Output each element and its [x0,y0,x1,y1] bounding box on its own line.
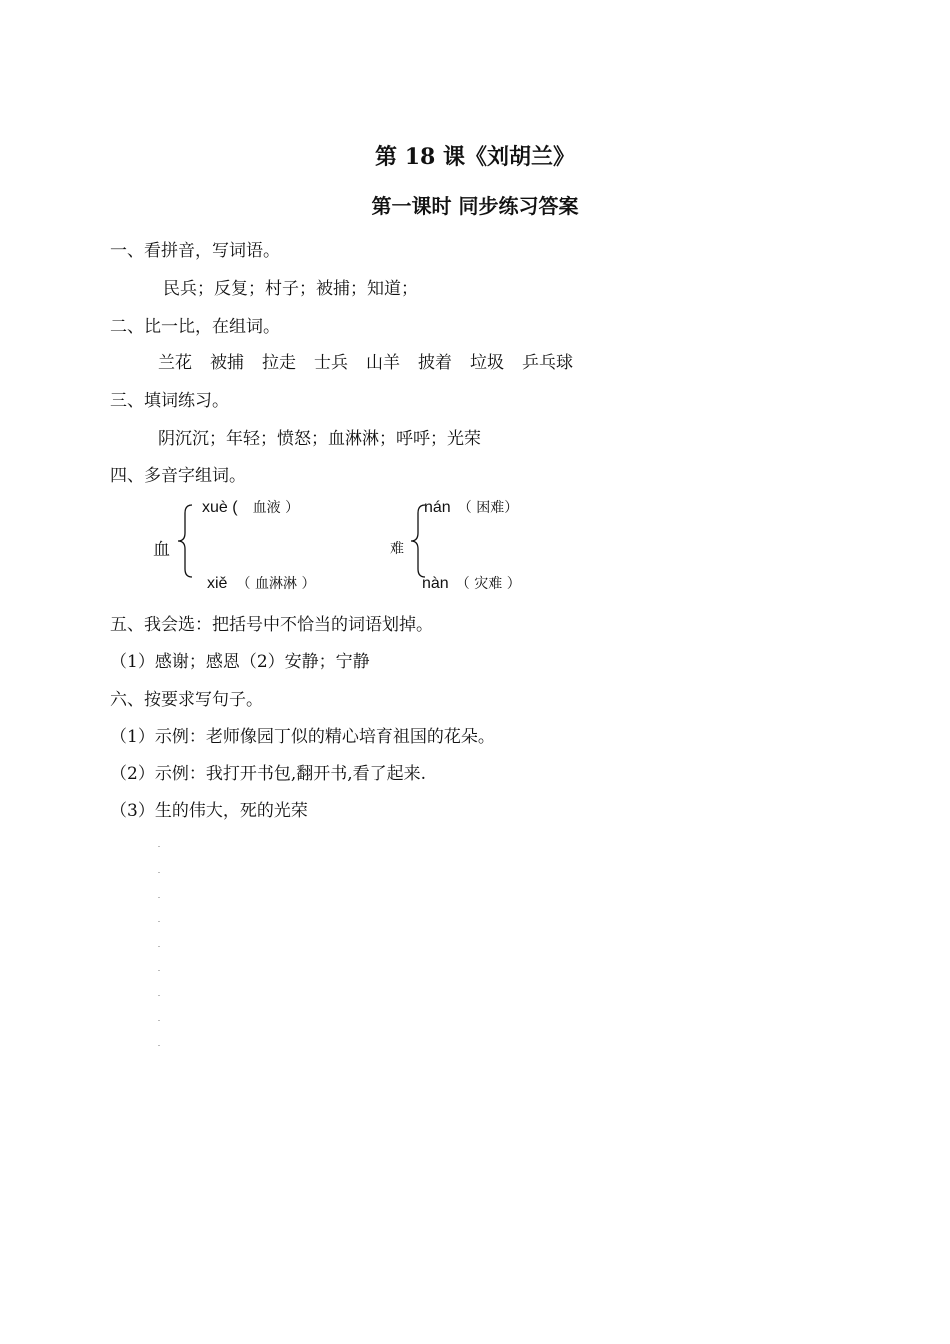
pinyin-row-xie [207,573,315,593]
pinyin-nan4: nàn [422,575,449,592]
pinyin-xie: xiě [207,575,228,592]
pinyin-row-nan [424,497,518,517]
word-kunnan: （ 困难） [457,500,519,516]
section-6-answer-1: （1）示例：老师像园丁似的精心培育祖国的花朵。 [110,727,495,747]
page-subtitle: 第一课时 同步练习答案 [371,194,579,218]
page-title: 第 18 课《刘胡兰》 [375,144,575,170]
artifact-dot [158,1045,160,1046]
section-5-answer: （1）感谢；感恩（2）安静；宁静 [110,652,370,672]
word-item: 垃圾 [470,353,504,373]
section-6-answer-2: （2）示例：我打开书包,翻开书,看了起来. [110,764,427,784]
word-item: 拉走 [262,353,296,373]
section-1-answer: 民兵；反复；村子；被捕；知道； [163,279,418,299]
section-1-heading: 一、看拼音，写词语。 [110,241,280,261]
section-2-words [158,348,591,373]
section-5-heading: 五、我会选：把括号中不恰当的词语划掉。 [110,615,433,635]
section-4-heading: 四、多音字组词。 [110,466,246,486]
artifact-dot [158,946,160,947]
artifact-dot [158,995,160,996]
word-item: 士兵 [314,353,348,373]
pinyin-nan: nán [424,499,451,516]
pinyin-row-nan4 [422,573,521,593]
word-item: 乒乓球 [522,353,573,373]
artifact-dot [158,872,160,873]
section-3-answer: 阴沉沉；年轻；愤怒；血淋淋；呼呼；光荣 [158,429,481,449]
word-item: 披着 [418,353,452,373]
section-2-heading: 二、比一比，在组词。 [110,317,280,337]
artifact-dot [158,970,160,971]
word-xueye: 血液 ） [252,500,300,516]
section-6-heading: 六、按要求写句子。 [110,690,263,710]
section-3-heading: 三、填词练习。 [110,391,229,411]
pinyin-row-xue [202,497,299,517]
word-item: 兰花 [158,353,192,373]
polyphone-char-xue: 血 [153,540,170,560]
artifact-dot [158,897,160,898]
brace-icon [174,503,196,579]
word-xielinlin: （ 血淋淋 ） [236,576,316,592]
artifact-dot [158,1020,160,1021]
artifact-dot [158,846,160,847]
word-item: 山羊 [366,353,400,373]
word-item: 被捕 [210,353,244,373]
artifact-dot [158,921,160,922]
polyphone-char-nan: 难 [390,541,404,557]
pinyin-xue: xuè ( [202,499,238,516]
word-zainan: （ 灾难 ） [455,576,521,592]
section-6-answer-3: （3）生的伟大，死的光荣 [110,801,308,821]
